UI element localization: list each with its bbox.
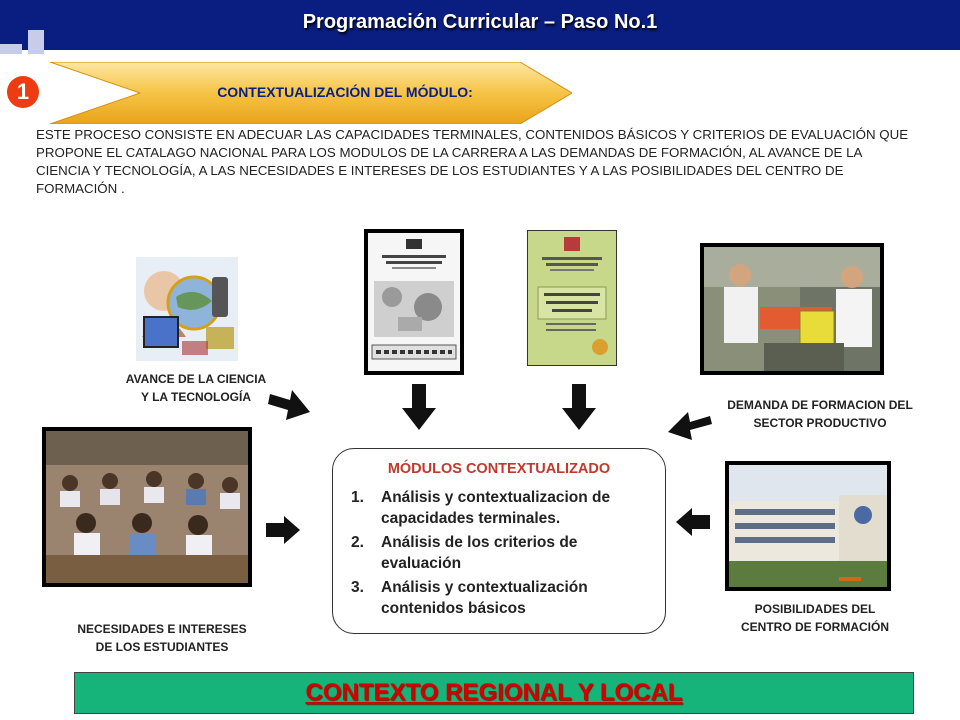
step-description: ESTE PROCESO CONSISTE EN ADECUAR LAS CAPACIDADES TERMINALES, CONTENIDOS BÁSICOS Y CRITERIOS DE EVALUACIÓN QUE PROPONE EL CATALAGO NACIONAL PARA LOS MODULOS DE LA CARRERA A LAS DEMANDAS DE FORMACIÓN, AL AVANCE DE LA CIENCIA Y TECNOLOGÍA, A LAS NECESIDADES E INTERESES DE LOS ESTUDIANTES Y A LAS POSIBILIDADES DEL CENTRO DE FORMACIÓN . [36, 127, 909, 196]
page-title: Programación Curricular – Paso No.1 [302, 11, 658, 33]
students-classroom-photo [42, 427, 252, 587]
arrow-right-icon [266, 516, 300, 544]
science-technology-image [136, 257, 238, 361]
corner-decoration [28, 30, 44, 54]
arrow-down-icon [402, 384, 436, 430]
arrow-right-down-icon [268, 386, 312, 422]
arrow-left-down-icon [666, 408, 712, 442]
list-item: 3. Análisis y contextualización contenidos básicos [351, 579, 588, 617]
caption-training-center: POSIBILIDADES DEL CENTRO DE FORMACIÓN [741, 602, 889, 634]
step-label: CONTEXTUALIZACIÓN DEL MÓDULO: [217, 84, 473, 100]
arrow-down-icon [562, 384, 596, 430]
training-center-building-photo [725, 461, 891, 591]
regional-context-banner [74, 672, 914, 714]
corner-decoration [0, 44, 22, 54]
list-item: 2. Análisis de los criterios de evaluación [351, 534, 578, 572]
caption-science-technology: AVANCE DE LA CIENCIA Y LA TECNOLOGÍA [125, 372, 267, 404]
arrow-left-icon [676, 508, 710, 536]
contextualized-modules-box [332, 448, 666, 634]
production-sector-photo [700, 243, 884, 375]
box-title: MÓDULOS CONTEXTUALIZADO [387, 461, 611, 477]
step-number-badge: 1 [7, 76, 39, 108]
analysis-list [351, 487, 651, 622]
curriculum-design-document [364, 229, 464, 375]
list-item: 1. Análisis y contextualizacion de capacidades terminales. [351, 489, 611, 527]
footer-title: CONTEXTO REGIONAL Y LOCAL [305, 679, 683, 706]
caption-student-needs: NECESIDADES E INTERESES DE LOS ESTUDIANTES [77, 622, 247, 654]
caption-productive-sector: DEMANDA DE FORMACION DEL SECTOR PRODUCTIVO [727, 398, 913, 430]
national-catalog-document [527, 230, 617, 366]
